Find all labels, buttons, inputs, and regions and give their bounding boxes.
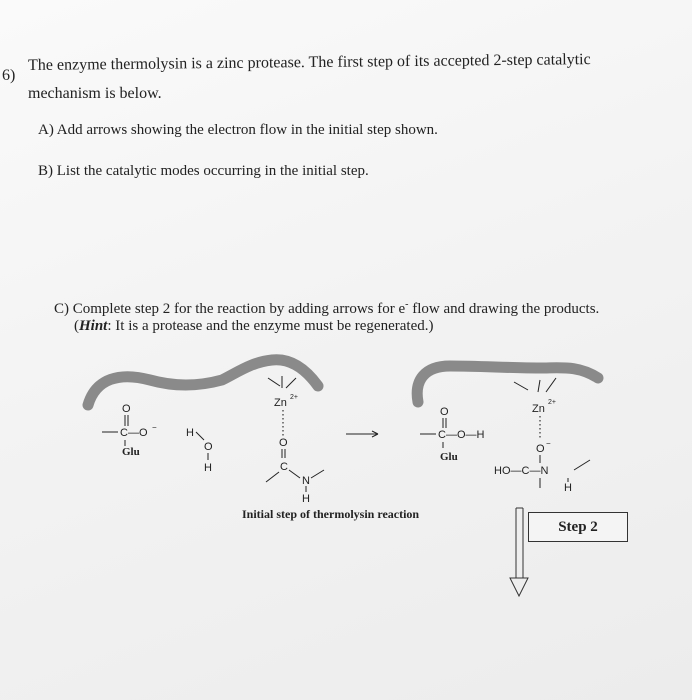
step2-box: Step 2 (528, 512, 628, 542)
right-glu-acid: C—O—H (438, 429, 485, 441)
left-zinc: Zn (274, 397, 287, 409)
right-glu-label: Glu (440, 451, 458, 463)
left-carbonyl-carbon: C (280, 461, 288, 473)
left-carbonyl-oxygen: O (279, 437, 288, 449)
electron-superscript: - (405, 299, 409, 310)
water-hydrogen-2: H (204, 462, 212, 474)
water-oxygen: O (204, 441, 213, 453)
hint-rest: : It is a protease and the enzyme must be regenerated.) (107, 318, 434, 334)
figure-caption: Initial step of thermolysin reaction (242, 507, 420, 521)
left-zn-ligands (268, 376, 296, 388)
hint-word: Hint (79, 318, 108, 334)
left-amide-nitrogen: N (302, 475, 310, 487)
part-b: B) List the catalytic modes occurring in the initial step. (38, 163, 369, 179)
right-tetrahedral-oxygen: O (536, 443, 545, 455)
left-zinc-charge: 2+ (290, 394, 298, 401)
left-glu-label: Glu (122, 446, 140, 458)
right-zn-ligands (514, 378, 556, 392)
svg-text:−: − (546, 439, 551, 448)
part-c-text: C) Complete step 2 for the reaction by adding arrows for e (54, 301, 406, 317)
question-line-1: The enzyme thermolysin is a zinc protease. The first step of its accepted 2-step catalytic (28, 51, 591, 74)
right-tetrahedral-intermediate: HO—C—N (494, 465, 549, 477)
question-line-2: mechanism is below. (28, 85, 162, 102)
part-a: A) Add arrows showing the electron flow in the initial step shown. (38, 122, 438, 138)
question-number: 6) (2, 67, 16, 84)
left-amide-hydrogen: H (302, 493, 310, 505)
left-glu-oxygen: O (122, 403, 131, 415)
right-zinc: Zn (532, 403, 545, 415)
right-amide-hydrogen: H (564, 482, 572, 494)
step2-arrow (510, 508, 528, 596)
hint-open: ( (74, 318, 79, 334)
water-hydrogen-1: H (186, 427, 194, 439)
right-glu-oxygen: O (440, 406, 449, 418)
right-zinc-charge: 2+ (548, 399, 556, 406)
left-glu-carboxylate: C—O (120, 427, 148, 439)
part-c-text-end: flow and drawing the products. (408, 301, 600, 317)
right-enzyme-surface (417, 366, 598, 402)
svg-text:−: − (152, 423, 157, 432)
